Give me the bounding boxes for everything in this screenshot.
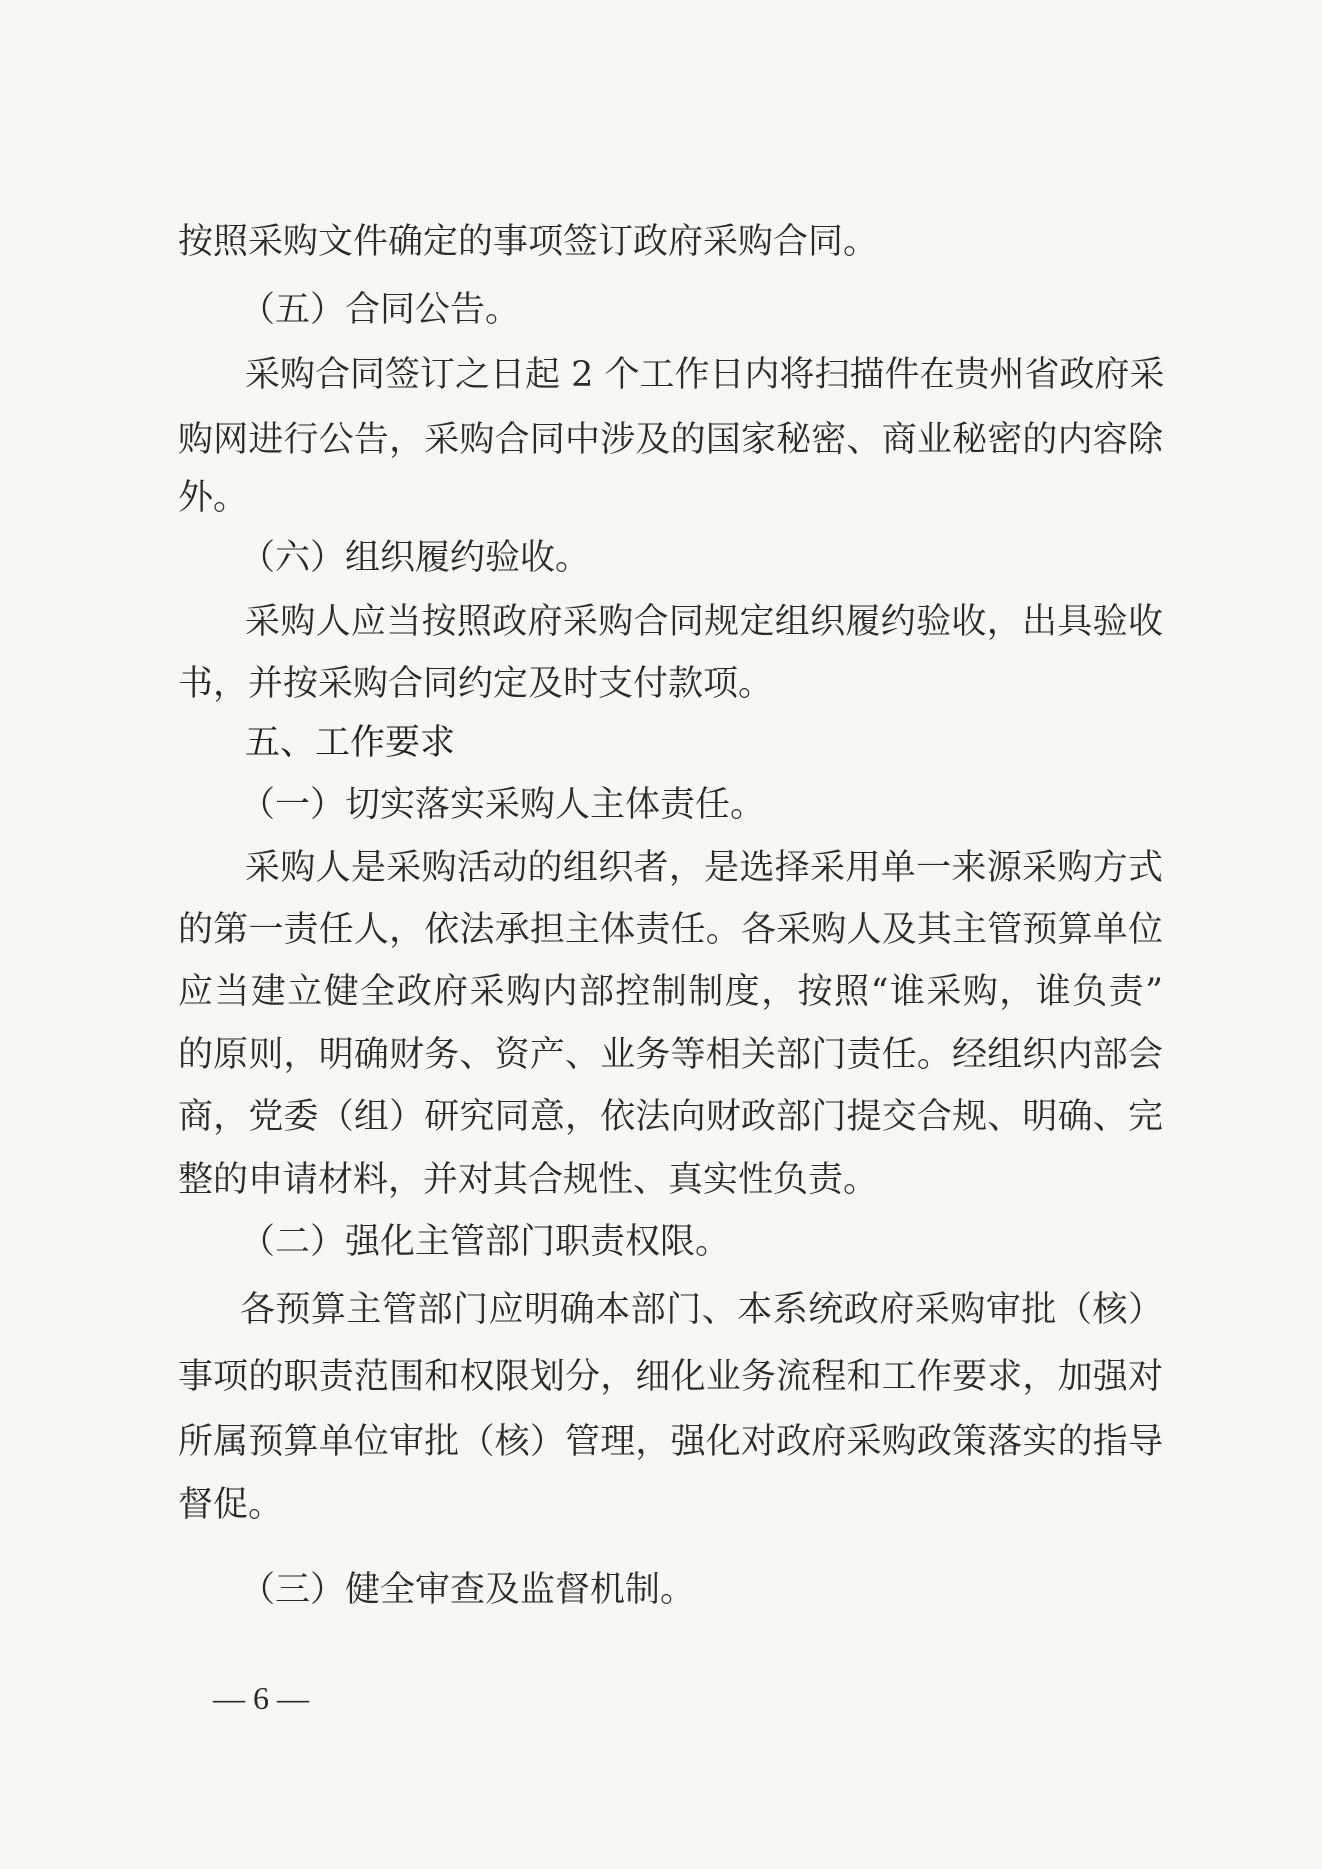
paragraph-line: 采购合同签订之日起 2 个工作日内将扫描件在贵州省政府采: [245, 355, 1165, 395]
section-heading: （五）合同公告。: [240, 290, 521, 330]
paragraph-line: 应当建立健全政府采购内部控制制度，按照“谁采购，谁负责”: [178, 972, 1163, 1012]
paragraph-line: 外。: [178, 478, 249, 518]
paragraph-line: 采购人应当按照政府采购合同规定组织履约验收，出具验收: [245, 602, 1163, 642]
paragraph-line: 的第一责任人，依法承担主体责任。各采购人及其主管预算单位: [178, 910, 1163, 950]
paragraph-line: 各预算主管部门应明确本部门、本系统政府采购审批（核）: [240, 1290, 1163, 1330]
chapter-heading: 五、工作要求: [245, 723, 456, 763]
paragraph-line: 采购人是采购活动的组织者，是选择采用单一来源采购方式: [245, 848, 1163, 888]
section-heading: （一）切实落实采购人主体责任。: [240, 785, 766, 825]
paragraph-line: 商，党委（组）研究同意，依法向财政部门提交合规、明确、完: [178, 1097, 1163, 1137]
paragraph-line: 书，并按采购合同约定及时支付款项。: [178, 664, 774, 704]
section-heading: （二）强化主管部门职责权限。: [240, 1222, 731, 1262]
paragraph-line: 的原则，明确财务、资产、业务等相关部门责任。经组织内部会: [178, 1035, 1163, 1075]
paragraph-line: 按照采购文件确定的事项签订政府采购合同。: [178, 222, 879, 262]
section-heading: （六）组织履约验收。: [240, 538, 591, 578]
page-number: — 6 —: [213, 1680, 309, 1716]
paragraph-line: 整的申请材料，并对其合规性、真实性负责。: [178, 1160, 879, 1200]
section-heading: （三）健全审查及监督机制。: [240, 1570, 696, 1610]
paragraph-line: 所属预算单位审批（核）管理，强化对政府采购政策落实的指导: [178, 1422, 1163, 1462]
paragraph-line: 事项的职责范围和权限划分，细化业务流程和工作要求，加强对: [178, 1357, 1163, 1397]
paragraph-line: 督促。: [178, 1485, 284, 1525]
paragraph-line: 购网进行公告，采购合同中涉及的国家秘密、商业秘密的内容除: [178, 420, 1163, 460]
